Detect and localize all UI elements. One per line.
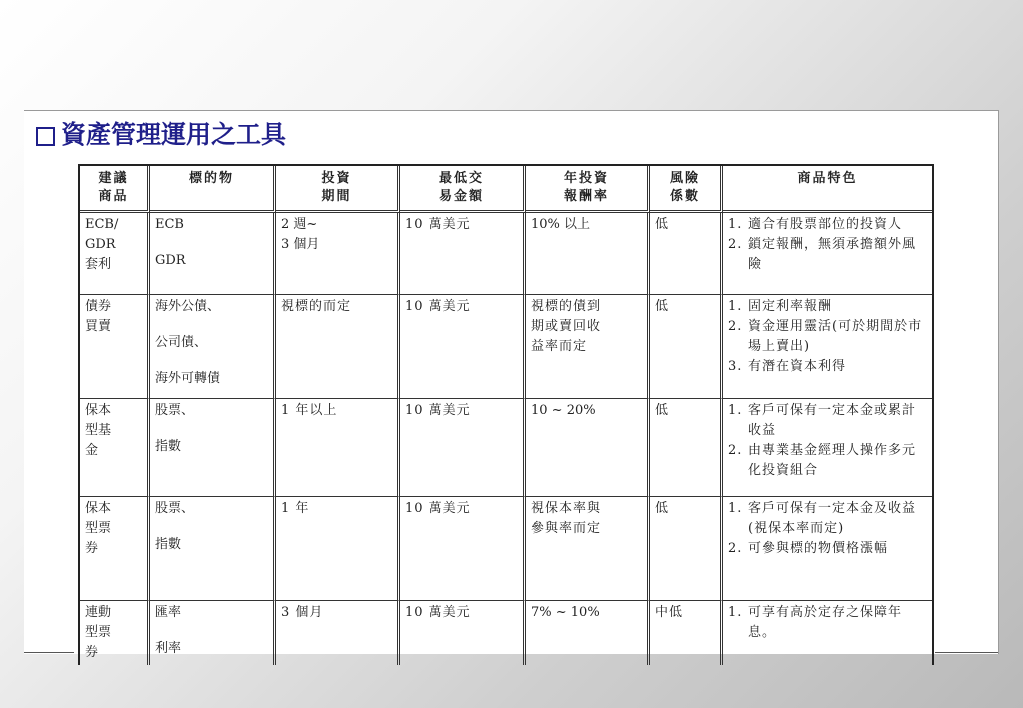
cell-product: 債券 買賣 <box>80 295 150 399</box>
feature-item: 2. 鎖定報酬，無須承擔額外風險 <box>728 237 917 272</box>
header-features: 商品特色 <box>723 166 932 213</box>
header-return: 年投資 報酬率 <box>526 166 650 213</box>
header-risk: 風險 係數 <box>650 166 723 213</box>
checkbox-bullet-icon <box>36 127 55 146</box>
cell-underlying: ECB GDR <box>150 213 276 295</box>
header-period: 投資 期間 <box>276 166 400 213</box>
feature-item: 1. 客戶可保有一定本金或累計收益 <box>728 403 917 438</box>
header-product: 建議 商品 <box>80 166 150 213</box>
cell-product: 保本 型基 金 <box>80 399 150 497</box>
cell-features <box>723 497 932 601</box>
cell-period: 3 個月 <box>276 601 400 665</box>
cell-features <box>723 213 932 295</box>
cell-return: 視標的債到 期或賣回收 益率而定 <box>526 295 650 399</box>
cell-product: 連動 型票 券 <box>80 601 150 665</box>
table-row <box>80 497 932 601</box>
cell-period: 視標的而定 <box>276 295 400 399</box>
table-row <box>80 601 932 665</box>
table-row <box>80 399 932 497</box>
cell-risk: 低 <box>650 213 723 295</box>
cell-period: 1 年 <box>276 497 400 601</box>
cell-underlying: 海外公債、 公司債、 海外可轉債 <box>150 295 276 399</box>
bottom-rule-left <box>24 652 74 653</box>
slide-title <box>36 116 286 154</box>
table-row <box>80 213 932 295</box>
feature-item: 1. 客戶可保有一定本金及收益(視保本率而定) <box>728 501 917 536</box>
cell-features <box>723 601 932 665</box>
cell-period: 1 年以上 <box>276 399 400 497</box>
feature-item: 2. 由專業基金經理人操作多元化投資組合 <box>728 443 917 478</box>
investment-tools-table <box>78 164 934 665</box>
cell-min-amount: 10 萬美元 <box>400 295 526 399</box>
cell-underlying: 股票、 指數 <box>150 497 276 601</box>
cell-min-amount: 10 萬美元 <box>400 497 526 601</box>
cell-period: 2 週~ 3 個月 <box>276 213 400 295</box>
header-min-amount: 最低交 易金額 <box>400 166 526 213</box>
cell-min-amount: 10 萬美元 <box>400 213 526 295</box>
cell-risk: 低 <box>650 497 723 601</box>
feature-item: 2. 可參與標的物價格漲幅 <box>728 541 889 556</box>
header-underlying: 標的物 <box>150 166 276 213</box>
bottom-rule-right <box>935 652 998 653</box>
cell-product: 保本 型票 券 <box>80 497 150 601</box>
feature-item: 2. 資金運用靈活(可於期間於市場上賣出) <box>728 319 923 354</box>
cell-return: 7% ~ 10% <box>526 601 650 665</box>
cell-return: 10% 以上 <box>526 213 650 295</box>
table-row <box>80 295 932 399</box>
cell-risk: 中低 <box>650 601 723 665</box>
feature-item: 1. 固定利率報酬 <box>728 299 833 314</box>
cell-features <box>723 399 932 497</box>
feature-item: 1. 可享有高於定存之保障年息。 <box>728 605 903 640</box>
cell-underlying: 匯率 利率 <box>150 601 276 665</box>
cell-underlying: 股票、 指數 <box>150 399 276 497</box>
cell-return: 視保本率與 參與率而定 <box>526 497 650 601</box>
cell-features <box>723 295 932 399</box>
table-header-row <box>80 166 932 213</box>
cell-risk: 低 <box>650 399 723 497</box>
feature-item: 3. 有潛在資本利得 <box>728 359 847 374</box>
slide-title-text: 資產管理運用之工具 <box>61 120 287 149</box>
cell-risk: 低 <box>650 295 723 399</box>
cell-return: 10 ~ 20% <box>526 399 650 497</box>
cell-min-amount: 10 萬美元 <box>400 399 526 497</box>
cell-min-amount: 10 萬美元 <box>400 601 526 665</box>
feature-item: 1. 適合有股票部位的投資人 <box>728 217 903 232</box>
cell-product: ECB/ GDR 套利 <box>80 213 150 295</box>
